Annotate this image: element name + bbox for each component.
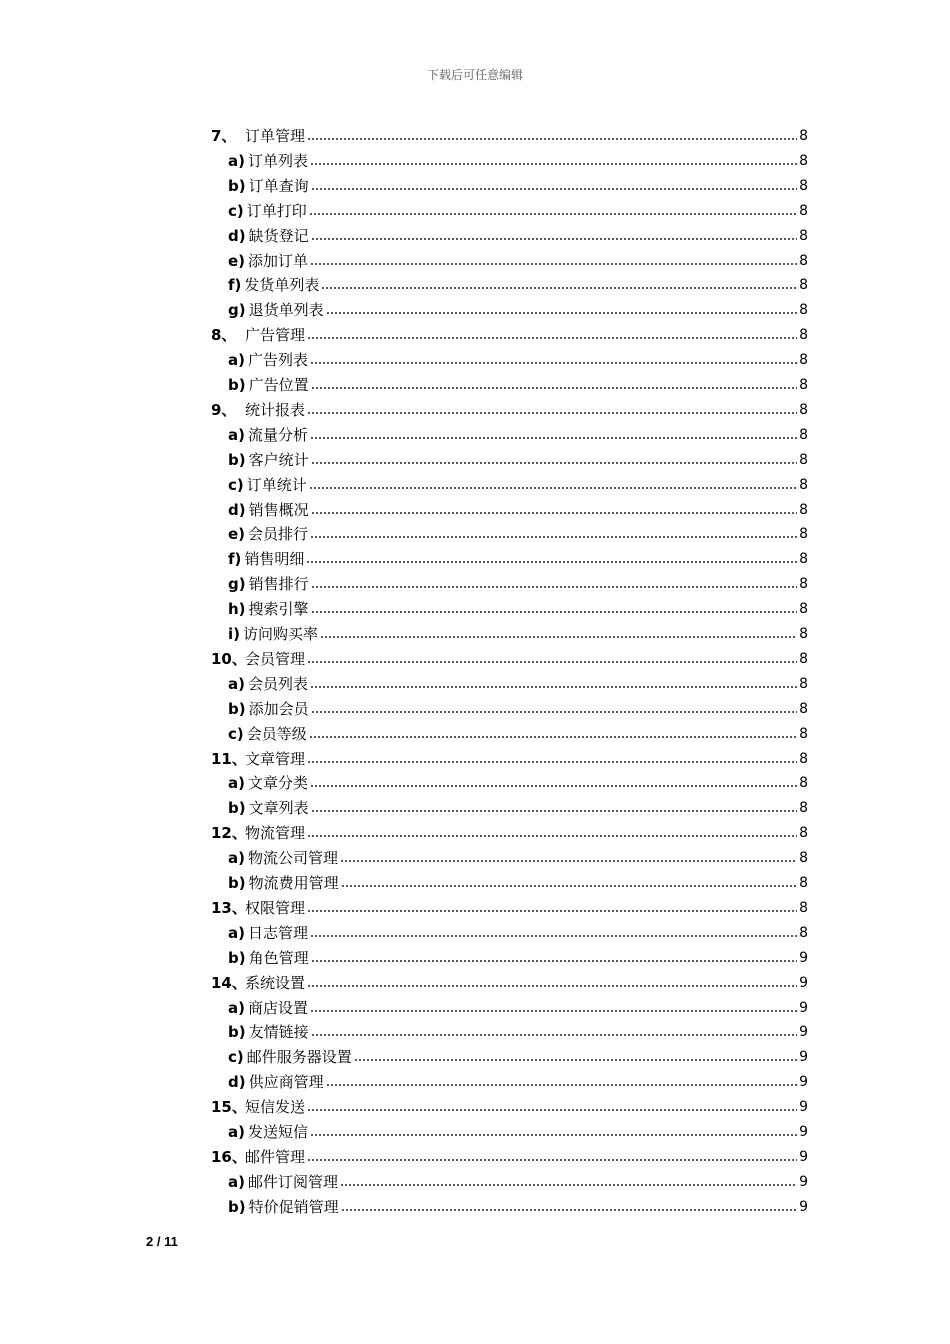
toc-entry-label: 发送短信 <box>247 1123 308 1141</box>
page-header: 下载后可任意编辑 <box>426 68 523 82</box>
toc-dot-leader <box>307 907 797 913</box>
toc-entry-page: 8 <box>799 675 808 692</box>
toc-entry[interactable] <box>228 448 808 472</box>
toc-entry-label: 文章列表 <box>248 799 309 818</box>
toc-entry-page: 9 <box>799 1049 808 1066</box>
toc-entry-number: a) <box>228 849 245 868</box>
toc-dot-leader <box>310 683 797 689</box>
toc-dot-leader <box>340 1181 797 1187</box>
toc-entry-number: d) <box>228 1073 246 1092</box>
toc-entry-number: a) <box>228 923 245 942</box>
toc-entry-page: 8 <box>799 601 808 618</box>
toc-entry[interactable] <box>228 946 808 970</box>
toc-dot-leader <box>310 359 797 365</box>
toc-dot-leader <box>310 782 797 788</box>
toc-dot-leader <box>320 633 797 639</box>
toc-entry-page: 9 <box>799 1148 808 1165</box>
toc-entry-page: 9 <box>799 1124 808 1140</box>
toc-entry-number: b) <box>228 450 246 469</box>
toc-entry[interactable] <box>211 323 808 347</box>
toc-entry[interactable] <box>211 1095 808 1119</box>
toc-entry-page: 8 <box>799 177 808 194</box>
toc-entry-page: 9 <box>799 1099 808 1116</box>
toc-entry-label: 客户统计 <box>248 450 309 469</box>
toc-entry-page: 8 <box>799 327 808 344</box>
toc-entry-page: 8 <box>799 401 808 418</box>
toc-entry-label: 缺货登记 <box>248 226 309 245</box>
toc-entry-number: c) <box>228 201 244 220</box>
toc-entry-number: 14、 <box>211 973 247 992</box>
toc-entry-label: 订单查询 <box>248 176 309 195</box>
toc-entry-page: 9 <box>799 974 808 991</box>
toc-entry[interactable] <box>211 971 808 995</box>
toc-dot-leader <box>307 334 797 340</box>
toc-entry[interactable] <box>228 697 808 721</box>
toc-entry[interactable] <box>228 1120 808 1144</box>
toc-entry-page: 8 <box>799 377 808 393</box>
toc-entry-label: 添加会员 <box>248 699 309 718</box>
toc-entry[interactable] <box>211 896 808 920</box>
toc-dot-leader <box>309 484 797 490</box>
toc-entry-label: 广告管理 <box>245 326 306 345</box>
toc-entry-label: 会员等级 <box>246 724 307 743</box>
toc-entry-number: g) <box>228 575 246 594</box>
toc-entry-number: b) <box>228 1197 246 1216</box>
toc-entry-number: 8、 <box>211 326 237 345</box>
toc-entry-number: a) <box>228 425 245 444</box>
toc-entry[interactable] <box>228 273 808 297</box>
toc-dot-leader <box>307 758 797 764</box>
toc-entry-page: 8 <box>799 501 808 518</box>
toc-entry[interactable] <box>228 473 808 497</box>
toc-entry[interactable] <box>228 1170 808 1194</box>
toc-entry-label: 邮件服务器设置 <box>246 1048 352 1067</box>
toc-entry[interactable] <box>228 498 808 522</box>
toc-entry-label: 广告列表 <box>247 351 308 370</box>
toc-entry[interactable] <box>228 771 808 795</box>
toc-dot-leader <box>310 160 797 166</box>
toc-entry-page: 8 <box>799 800 808 817</box>
toc-entry-label: 搜索引擎 <box>248 600 309 619</box>
toc-entry-page: 8 <box>799 302 808 319</box>
toc-entry[interactable] <box>228 672 808 696</box>
toc-entry-label: 销售概况 <box>248 500 309 519</box>
toc-entry-label: 订单列表 <box>247 151 308 170</box>
toc-entry-number: 16、 <box>211 1147 247 1166</box>
toc-entry-number: a) <box>228 1172 245 1191</box>
toc-dot-leader <box>307 409 797 415</box>
toc-dot-leader <box>307 135 797 141</box>
toc-dot-leader <box>311 235 797 241</box>
toc-entry-label: 物流公司管理 <box>247 849 338 868</box>
toc-dot-leader <box>311 459 797 465</box>
toc-entry[interactable] <box>228 298 808 322</box>
toc-entry-page: 8 <box>799 152 808 169</box>
toc-entry-page: 8 <box>799 202 808 219</box>
toc-entry[interactable] <box>228 199 808 223</box>
toc-dot-leader <box>311 708 797 714</box>
toc-entry[interactable] <box>228 348 808 372</box>
toc-entry-page: 9 <box>799 949 808 966</box>
toc-entry[interactable] <box>228 522 808 546</box>
toc-dot-leader <box>309 733 797 739</box>
toc-entry-page: 8 <box>799 526 808 543</box>
toc-entry-label: 邮件订阅管理 <box>247 1172 338 1191</box>
toc-entry-label: 文章管理 <box>245 749 306 768</box>
toc-entry-number: i) <box>228 625 240 643</box>
toc-dot-leader <box>326 1081 797 1087</box>
toc-entry-number: 15、 <box>211 1098 247 1117</box>
toc-entry-label: 会员排行 <box>248 525 309 544</box>
toc-entry-number: e) <box>228 251 246 270</box>
toc-dot-leader <box>310 434 797 440</box>
toc-dot-leader <box>341 1206 797 1212</box>
toc-entry[interactable] <box>211 747 808 771</box>
toc-dot-leader <box>310 932 797 938</box>
toc-entry-label: 销售排行 <box>248 575 309 594</box>
toc-entry-page: 8 <box>799 476 808 493</box>
toc-entry-page: 8 <box>799 725 808 742</box>
toc-entry-number: 10、 <box>211 649 247 668</box>
toc-entry-label: 访问购买率 <box>243 625 319 643</box>
toc-dot-leader <box>311 1031 797 1037</box>
toc-entry-number: g) <box>228 301 246 320</box>
toc-dot-leader <box>306 558 797 564</box>
toc-entry-number: 9、 <box>211 400 237 419</box>
toc-entry[interactable] <box>211 124 808 148</box>
toc-entry-page: 8 <box>799 650 808 667</box>
toc-entry-page: 8 <box>799 227 808 244</box>
toc-entry[interactable] <box>228 722 808 746</box>
toc-entry-number: d) <box>228 226 246 245</box>
toc-dot-leader <box>307 658 797 664</box>
toc-entry-label: 日志管理 <box>247 923 308 942</box>
toc-entry-number: c) <box>228 1048 244 1067</box>
toc-entry-number: a) <box>228 998 245 1017</box>
toc-entry[interactable] <box>228 423 808 447</box>
toc-entry-number: a) <box>228 351 245 370</box>
toc-dot-leader <box>310 533 797 539</box>
toc-entry[interactable] <box>228 572 808 596</box>
toc-entry-label: 文章分类 <box>247 774 308 793</box>
toc-entry-label: 订单管理 <box>245 127 306 145</box>
toc-entry-label: 权限管理 <box>245 898 306 917</box>
toc-entry[interactable] <box>228 796 808 820</box>
toc-entry-number: b) <box>228 699 246 718</box>
toc-dot-leader <box>307 1106 797 1112</box>
toc-dot-leader <box>354 1056 797 1062</box>
toc-entry-page: 8 <box>799 128 808 144</box>
toc-entry-label: 邮件管理 <box>245 1147 306 1166</box>
toc-entry[interactable] <box>228 921 808 945</box>
toc-dot-leader <box>311 185 797 191</box>
toc-entry-page: 9 <box>799 1024 808 1041</box>
toc-entry-label: 订单统计 <box>246 475 307 494</box>
toc-entry-number: b) <box>228 799 246 818</box>
toc-entry-number: b) <box>228 376 246 394</box>
toc-entry-page: 8 <box>799 924 808 941</box>
toc-entry-label: 会员列表 <box>247 674 308 693</box>
toc-entry[interactable] <box>211 647 808 671</box>
toc-entry[interactable] <box>211 821 808 845</box>
toc-entry-number: f) <box>228 276 242 295</box>
toc-entry-label: 商店设置 <box>247 998 308 1017</box>
toc-entry-label: 流量分析 <box>247 425 308 444</box>
toc-entry-number: 7、 <box>211 127 237 145</box>
toc-entry[interactable] <box>228 1045 808 1069</box>
toc-entry[interactable] <box>211 398 808 422</box>
toc-entry-page: 8 <box>799 750 808 767</box>
toc-entry-number: 11、 <box>211 749 247 768</box>
toc-entry-label: 销售明细 <box>244 550 305 569</box>
toc-dot-leader <box>321 284 797 290</box>
toc-entry[interactable] <box>211 1145 808 1169</box>
toc-entry-label: 物流费用管理 <box>248 874 339 892</box>
toc-entry-page: 8 <box>799 899 808 916</box>
toc-entry-number: a) <box>228 1123 245 1141</box>
toc-entry-page: 8 <box>799 825 808 842</box>
toc-entry-label: 订单打印 <box>246 201 307 220</box>
toc-entry-page: 8 <box>799 551 808 568</box>
toc-dot-leader <box>311 957 797 963</box>
toc-dot-leader <box>340 857 797 863</box>
toc-entry-number: 12、 <box>211 824 247 843</box>
toc-entry-label: 特价促销管理 <box>248 1197 339 1216</box>
toc-entry-number: c) <box>228 724 244 743</box>
toc-entry-label: 供应商管理 <box>248 1073 324 1092</box>
toc-dot-leader <box>307 832 797 838</box>
toc-entry-page: 9 <box>799 1074 808 1091</box>
toc-entry[interactable] <box>228 871 808 895</box>
toc-dot-leader <box>341 882 797 888</box>
toc-dot-leader <box>310 1131 797 1137</box>
toc-entry-label: 物流管理 <box>245 824 306 843</box>
toc-entry-page: 8 <box>799 252 808 269</box>
toc-entry-label: 短信发送 <box>245 1098 306 1117</box>
toc-entry-number: b) <box>228 874 246 892</box>
toc-dot-leader <box>311 608 798 614</box>
toc-dot-leader <box>311 384 797 390</box>
toc-dot-leader <box>311 509 797 515</box>
toc-entry-page: 8 <box>799 426 808 443</box>
toc-dot-leader <box>311 583 797 589</box>
toc-dot-leader <box>309 210 797 216</box>
toc-entry[interactable] <box>228 597 808 621</box>
toc-entry-page: 8 <box>799 576 808 593</box>
page-number: 2 / 11 <box>146 1234 178 1249</box>
toc-entry[interactable] <box>228 224 808 248</box>
toc-entry-label: 角色管理 <box>248 948 309 967</box>
toc-entry-label: 系统设置 <box>245 973 306 992</box>
toc-entry-page: 8 <box>799 875 808 891</box>
toc-entry-label: 添加订单 <box>248 251 309 270</box>
toc-entry[interactable] <box>228 1195 808 1219</box>
toc-entry-page: 8 <box>799 700 808 717</box>
toc-entry[interactable] <box>228 1070 808 1094</box>
toc-entry-number: e) <box>228 525 246 544</box>
toc-dot-leader <box>311 807 797 813</box>
toc-entry-number: h) <box>228 600 246 619</box>
toc-entry-label: 友情链接 <box>248 1023 309 1042</box>
toc-entry[interactable] <box>228 622 808 646</box>
toc-entry-page: 9 <box>799 1198 808 1215</box>
toc-entry-number: f) <box>228 550 242 569</box>
toc-entry-page: 9 <box>799 1173 808 1190</box>
toc-entry[interactable] <box>228 547 808 571</box>
toc-entry-page: 9 <box>799 999 808 1016</box>
toc-dot-leader <box>310 1007 797 1013</box>
toc-entry-label: 广告位置 <box>248 376 309 394</box>
toc-entry-page: 8 <box>799 451 808 468</box>
toc-entry-page: 8 <box>799 352 808 369</box>
toc-entry[interactable] <box>228 249 808 273</box>
toc-dot-leader <box>326 309 797 315</box>
toc-entry-label: 会员管理 <box>245 649 306 668</box>
toc-entry-label: 发货单列表 <box>244 276 320 295</box>
toc-entry[interactable] <box>228 174 808 198</box>
toc-entry-number: b) <box>228 1023 246 1042</box>
toc-entry-number: b) <box>228 176 246 195</box>
toc-entry-number: 13、 <box>211 898 247 917</box>
toc-dot-leader <box>307 1156 797 1162</box>
toc-entry-page: 8 <box>799 626 808 642</box>
toc-entry[interactable] <box>228 1020 808 1044</box>
toc-entry[interactable] <box>228 846 808 870</box>
toc-entry-label: 统计报表 <box>245 400 306 419</box>
toc-entry[interactable] <box>228 373 808 397</box>
toc-entry-page: 8 <box>799 850 808 867</box>
toc-entry[interactable] <box>228 149 808 173</box>
toc-entry-number: d) <box>228 500 246 519</box>
toc-entry-number: a) <box>228 674 245 693</box>
toc-dot-leader <box>310 260 797 266</box>
toc-entry-page: 8 <box>799 775 808 792</box>
toc-dot-leader <box>307 982 797 988</box>
toc-entry-number: a) <box>228 151 245 170</box>
toc-entry-label: 退货单列表 <box>248 301 324 320</box>
toc-entry-number: c) <box>228 475 244 494</box>
toc-entry-number: a) <box>228 774 245 793</box>
toc-entry-page: 8 <box>799 277 808 294</box>
toc-entry-number: b) <box>228 948 246 967</box>
toc-entry[interactable] <box>228 996 808 1020</box>
